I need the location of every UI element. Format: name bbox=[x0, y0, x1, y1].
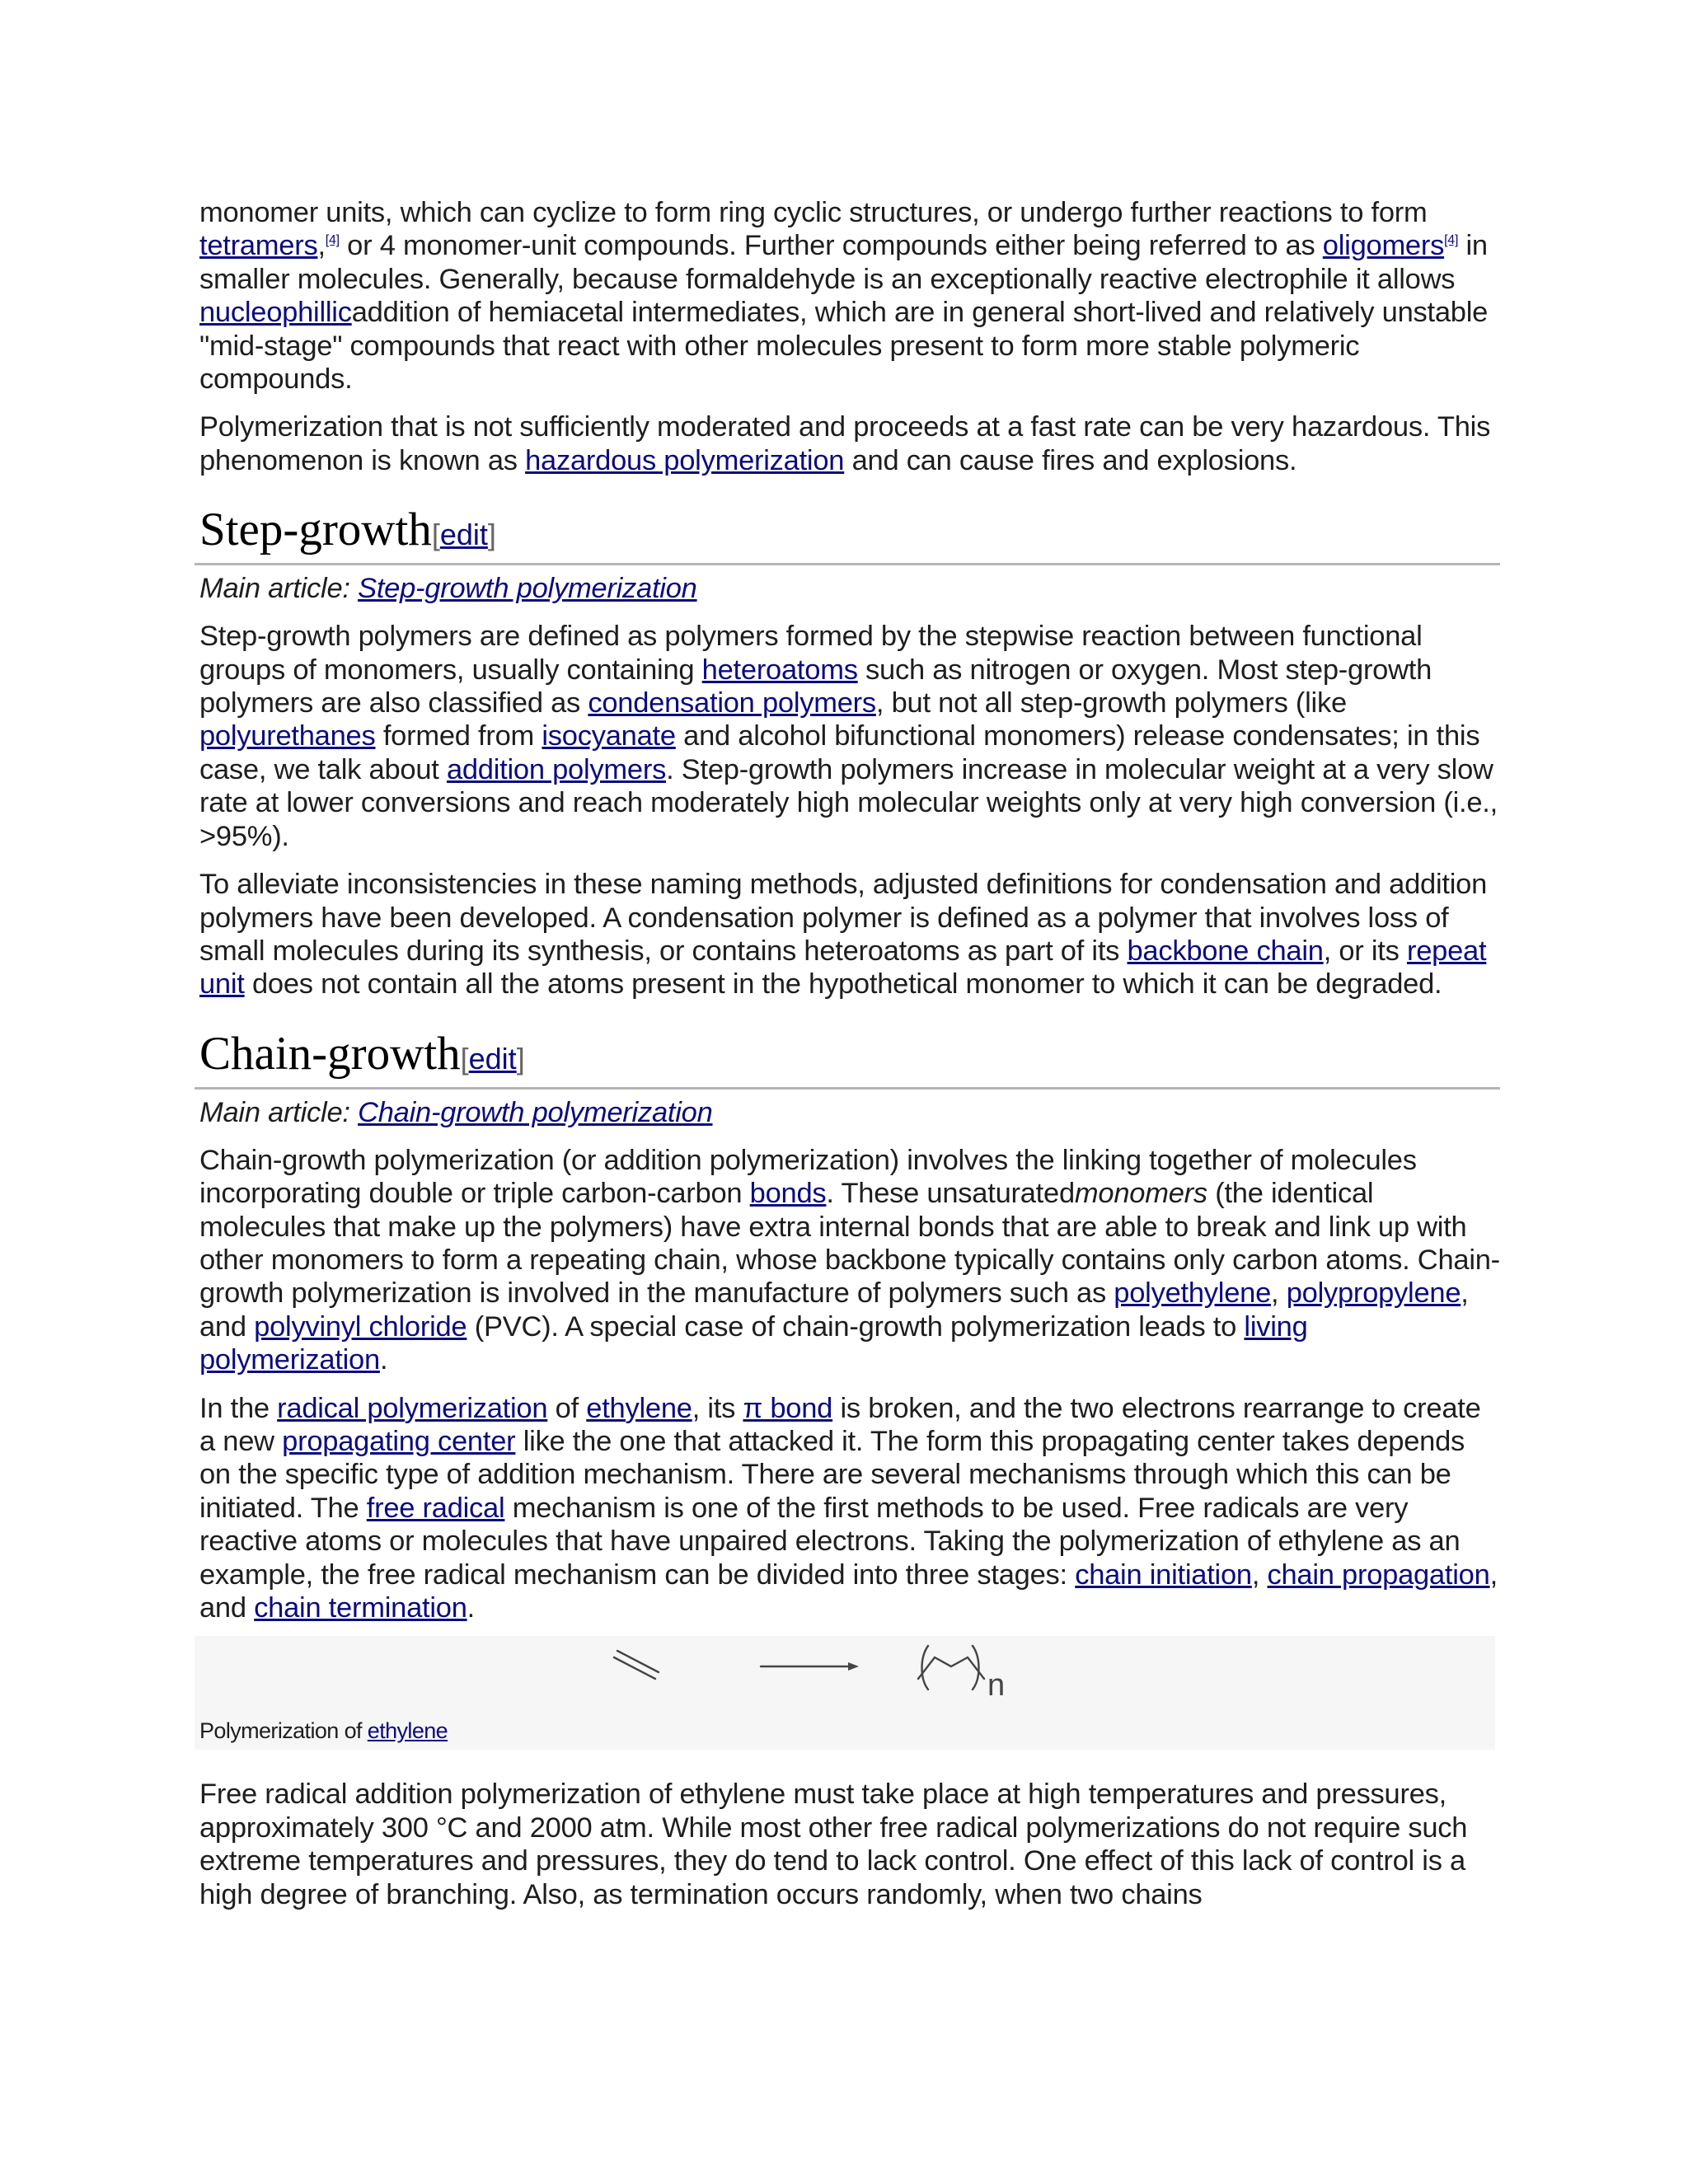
link-isocyanate[interactable]: isocyanate bbox=[542, 720, 676, 752]
paragraph-oligomers: monomer units, which can cyclize to form ring cyclic structures, or undergo further reactions to form tetramers,[4] or 4 monomer-unit compounds. Further compounds either being referred to as oligomers[4] in smaller molecules. Generally, because formaldehyde is an exceptionally reactive electrophile it allows nucleophillicaddition of hemiacetal intermediates, which are in general short-lived and relatively unstable "mid-stage" compounds that react with other molecules present to form more stable polymeric compounds. bbox=[199, 197, 1489, 396]
main-article-step-growth: Main article: Step-growth polymerization bbox=[199, 573, 697, 605]
link-backbone-chain[interactable]: backbone chain bbox=[1127, 935, 1324, 967]
link-nucleophillic[interactable]: nucleophillic bbox=[199, 297, 352, 329]
paragraph-radical-polymerization: In the radical polymerization of ethylene, its π bond is broken, and the two electrons rearrange to create a new propagating center like the one that attacked it. The form this propagating center takes depends on the specific type of addition mechanism. There are several mechanisms through which this can be initiated. The free radical mechanism is one of the first methods to be used. Free radicals are very reactive atoms or molecules that have unpaired electrons. Taking the polymerization of ethylene as an example, the free radical mechanism can be divided into three stages: chain initiation, chain propagation, and chain termination. bbox=[199, 1392, 1498, 1624]
polymerization-figure bbox=[195, 1636, 1495, 1750]
reaction-arrow-head bbox=[848, 1662, 859, 1671]
link-free-radical[interactable]: free radical bbox=[366, 1492, 505, 1524]
reference-4-second[interactable]: [4] bbox=[1444, 233, 1459, 248]
paragraph-step-growth-definition: Step-growth polymers are defined as polymers formed by the stepwise reaction between functional groups of monomers, usually containing heteroatoms such as nitrogen or oxygen. Most step-growth polymers are also classified as condensation polymers, but not all step-growth polymers (like polyurethanes formed from isocyanate and alcohol bifunctional monomers) release condensates; in this case, we talk about addition polymers. Step-growth polymers increase in molecular weight at a very slow rate at lower conversions and reach moderately high molecular weights only at very high conversion (i.e., >95%). bbox=[199, 621, 1498, 852]
link-polyvinyl-chloride[interactable]: polyvinyl chloride bbox=[254, 1310, 467, 1343]
link-step-growth-polymerization[interactable]: Step-growth polymerization bbox=[358, 573, 697, 605]
edit-link-chain-growth[interactable]: edit bbox=[468, 1041, 517, 1076]
link-chain-growth-polymerization[interactable]: Chain-growth polymerization bbox=[358, 1096, 713, 1128]
link-heteroatoms[interactable]: heteroatoms bbox=[701, 654, 858, 686]
edit-section-chain-growth: [edit] bbox=[460, 1041, 525, 1076]
polyethylene-chain bbox=[918, 1657, 984, 1679]
link-polyethylene[interactable]: polyethylene bbox=[1114, 1277, 1272, 1310]
figure-caption: Polymerization of ethylene bbox=[199, 1718, 448, 1744]
link-repeat-unit[interactable]: repeat unit bbox=[199, 935, 1487, 1001]
link-propagating-center[interactable]: propagating center bbox=[282, 1425, 516, 1457]
paragraph-naming-methods: To alleviate inconsistencies in these naming methods, adjusted definitions for condensation and addition polymers have been developed. A condensation polymer is defined as a polymer that involves loss of small molecules during its synthesis, or contains heteroatoms as part of its backbone chain, or its repeat unit does not contain all the atoms present in the hypothetical monomer to which it can be degraded. bbox=[199, 869, 1488, 1001]
link-living-polymerization[interactable]: living polymerization bbox=[199, 1310, 1308, 1376]
edit-link-step-growth[interactable]: edit bbox=[439, 518, 488, 552]
link-chain-termination[interactable]: chain termination bbox=[254, 1592, 467, 1624]
main-article-chain-growth: Main article: Chain-growth polymerization bbox=[199, 1096, 713, 1128]
reference-4[interactable]: [4] bbox=[325, 233, 340, 248]
link-hazardous-polymerization[interactable]: hazardous polymerization bbox=[525, 444, 845, 476]
paragraph-hazardous: Polymerization that is not sufficiently moderated and proceeds at a fast rate can be very hazardous. This phenomenon is known as hazardous polymerization and can cause fires and explosions. bbox=[199, 411, 1491, 476]
edit-section-step-growth: [edit] bbox=[431, 518, 496, 552]
link-bonds[interactable]: bonds bbox=[749, 1178, 827, 1210]
link-polyurethanes[interactable]: polyurethanes bbox=[199, 720, 376, 752]
paragraph-chain-growth-definition: Chain-growth polymerization (or addition polymerization) involves the linking together of molecules incorporating double or triple carbon-carbon bonds. These unsaturatedmonomers (the identical molecules that make up the polymers) have extra internal bonds that are able to break and link up with other monomers to form a repeating chain, whose backbone typically contains only carbon atoms. Chain-growth polymerization is involved in the manufacture of polymers such as polyethylene, polypropylene, and polyvinyl chloride (PVC). A special case of chain-growth polymerization leads to living polymerization. bbox=[199, 1144, 1500, 1376]
link-oligomers[interactable]: oligomers bbox=[1322, 230, 1445, 262]
heading-step-growth: Step-growth[edit] bbox=[195, 505, 1500, 565]
repeat-subscript: n bbox=[987, 1668, 1006, 1704]
caption-link-ethylene[interactable]: ethylene bbox=[367, 1718, 448, 1744]
heading-chain-growth: Chain-growth[edit] bbox=[195, 1029, 1500, 1090]
link-chain-initiation[interactable]: chain initiation bbox=[1075, 1558, 1252, 1591]
link-ethylene[interactable]: ethylene bbox=[586, 1392, 692, 1424]
link-tetramers[interactable]: tetramers bbox=[199, 230, 318, 262]
link-chain-propagation[interactable]: chain propagation bbox=[1267, 1558, 1490, 1591]
link-radical-polymerization[interactable]: radical polymerization bbox=[277, 1392, 548, 1424]
link-polypropylene[interactable]: polypropylene bbox=[1286, 1277, 1461, 1310]
link-pi-bond[interactable]: π bond bbox=[743, 1392, 833, 1424]
paragraph-free-radical-conditions: Free radical addition polymerization of ethylene must take place at high temperatures and pressures, approximately 300 °C and 2000 atm. While most other free radical polymerizations do not require such extreme temperatures and pressures, they do tend to lack control. One effect of this lack of control is a high degree of branching. Also, as termination occurs randomly, when two chains bbox=[199, 1779, 1468, 1910]
link-addition-polymers[interactable]: addition polymers bbox=[446, 753, 667, 785]
link-condensation-polymers[interactable]: condensation polymers bbox=[588, 687, 876, 719]
article-body bbox=[199, 196, 1500, 1926]
